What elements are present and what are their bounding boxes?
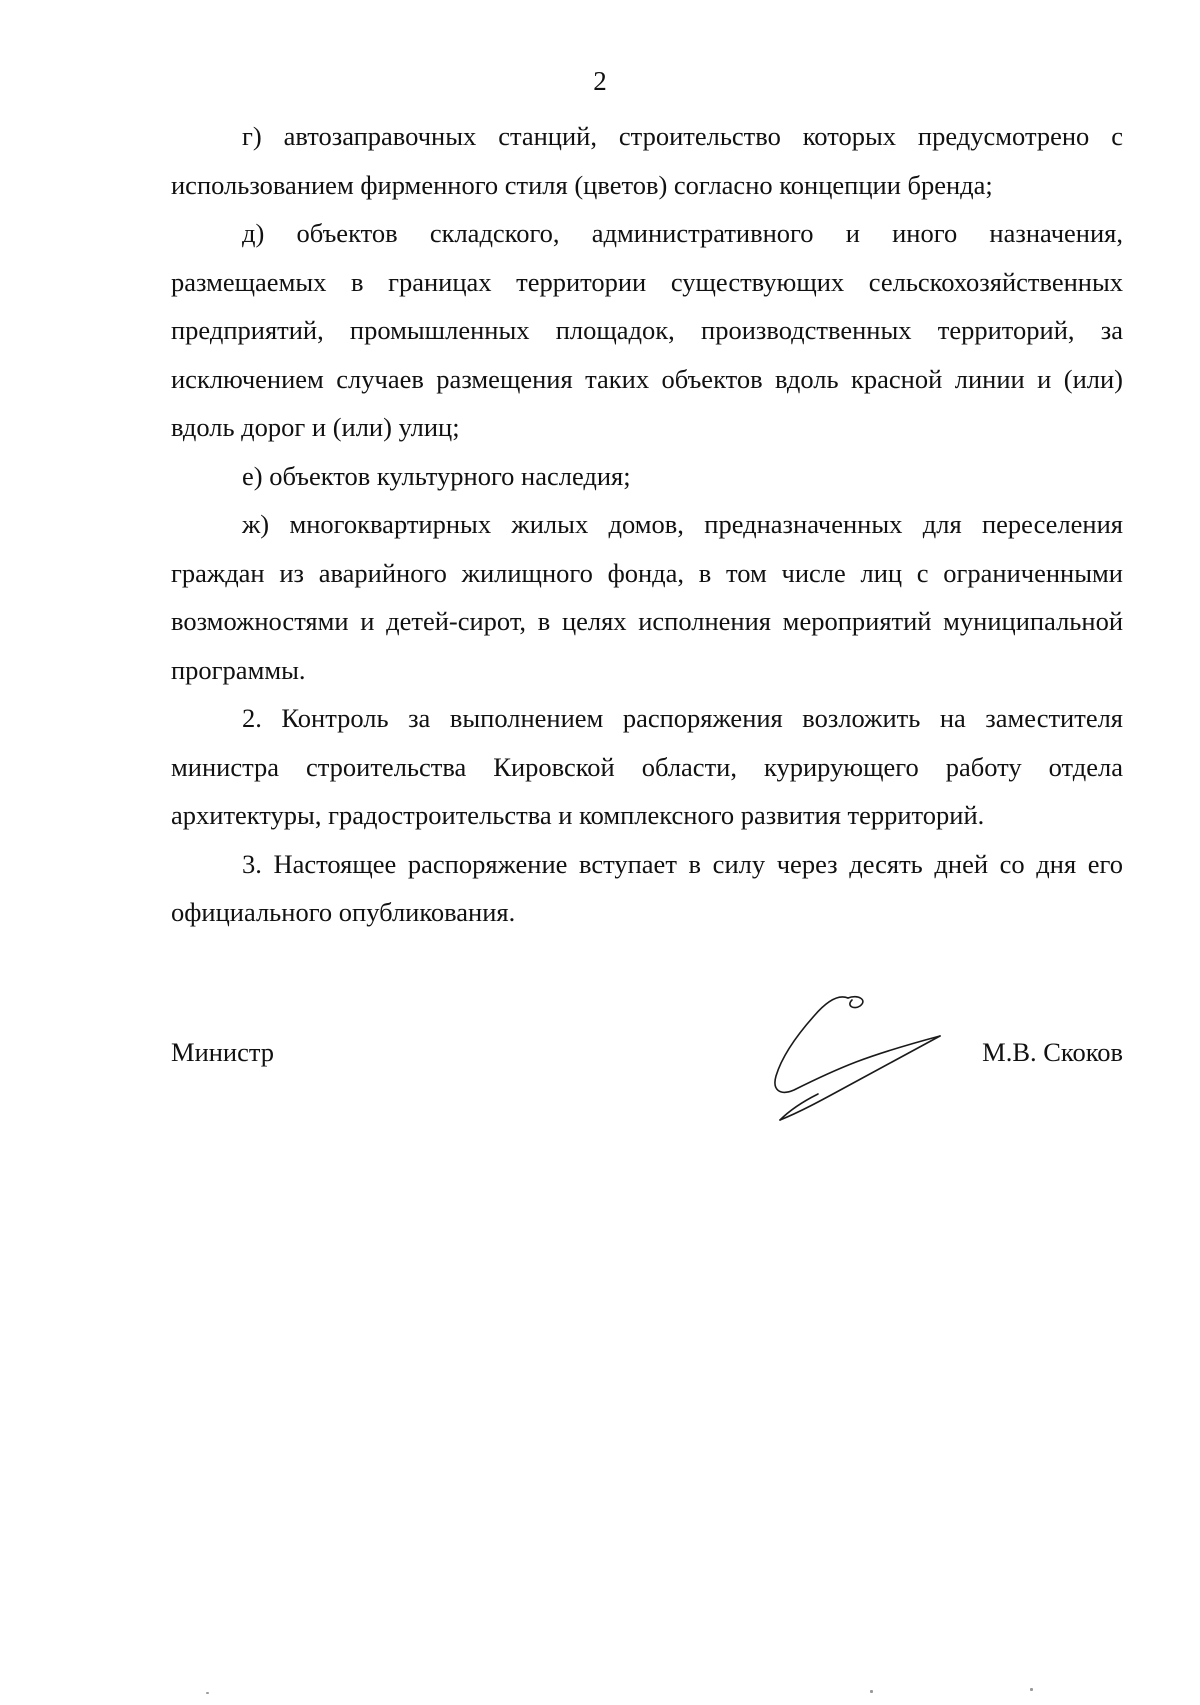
document-body — [171, 112, 1123, 937]
paragraph-d-warehouse-objects: д) объектов складского, административного и иного назначения, размещаемых в границах территории существующих сельскохозяйственных предприятий, промышленных площадок, производственных территорий, за исключением случаев размещения таких объектов вдоль красной линии и (или) вдоль дорог и (или) улиц; — [171, 218, 1123, 442]
page-number: 2 — [593, 66, 607, 96]
signatory-title: Министр — [171, 1037, 275, 1067]
scan-speck — [870, 1690, 873, 1693]
paragraph-2-control: 2. Контроль за выполнением распоряжения возложить на заместителя министра строительства Кировской области, курирующего работу отдела архитектуры, градостроительства и комплексного развития территорий. — [171, 703, 1123, 830]
handwritten-signature — [770, 992, 950, 1127]
scan-speck — [206, 1692, 209, 1694]
signature-block — [171, 1032, 1123, 1092]
paragraph-e-cultural-heritage: е) объектов культурного наследия; — [242, 460, 631, 491]
signatory-name: М.В. Скоков — [982, 1037, 1123, 1067]
paragraph-g-gas-stations: г) автозаправочных станций, строительство которых предусмотрено с использованием фирменного стиля (цветов) согласно концепции бренда; — [171, 121, 1123, 200]
scan-speck — [1030, 1688, 1033, 1691]
paragraph-zh-apartment-buildings: ж) многоквартирных жилых домов, предназначенных для переселения граждан из аварийного жилищного фонда, в том числе лиц с ограниченными возможностями и детей-сирот, в целях исполнения мероприятий муниципальной программы. — [171, 509, 1123, 685]
paragraph-3-effective-date: 3. Настоящее распоряжение вступает в силу через десять дней со дня его официального опубликования. — [171, 848, 1123, 927]
